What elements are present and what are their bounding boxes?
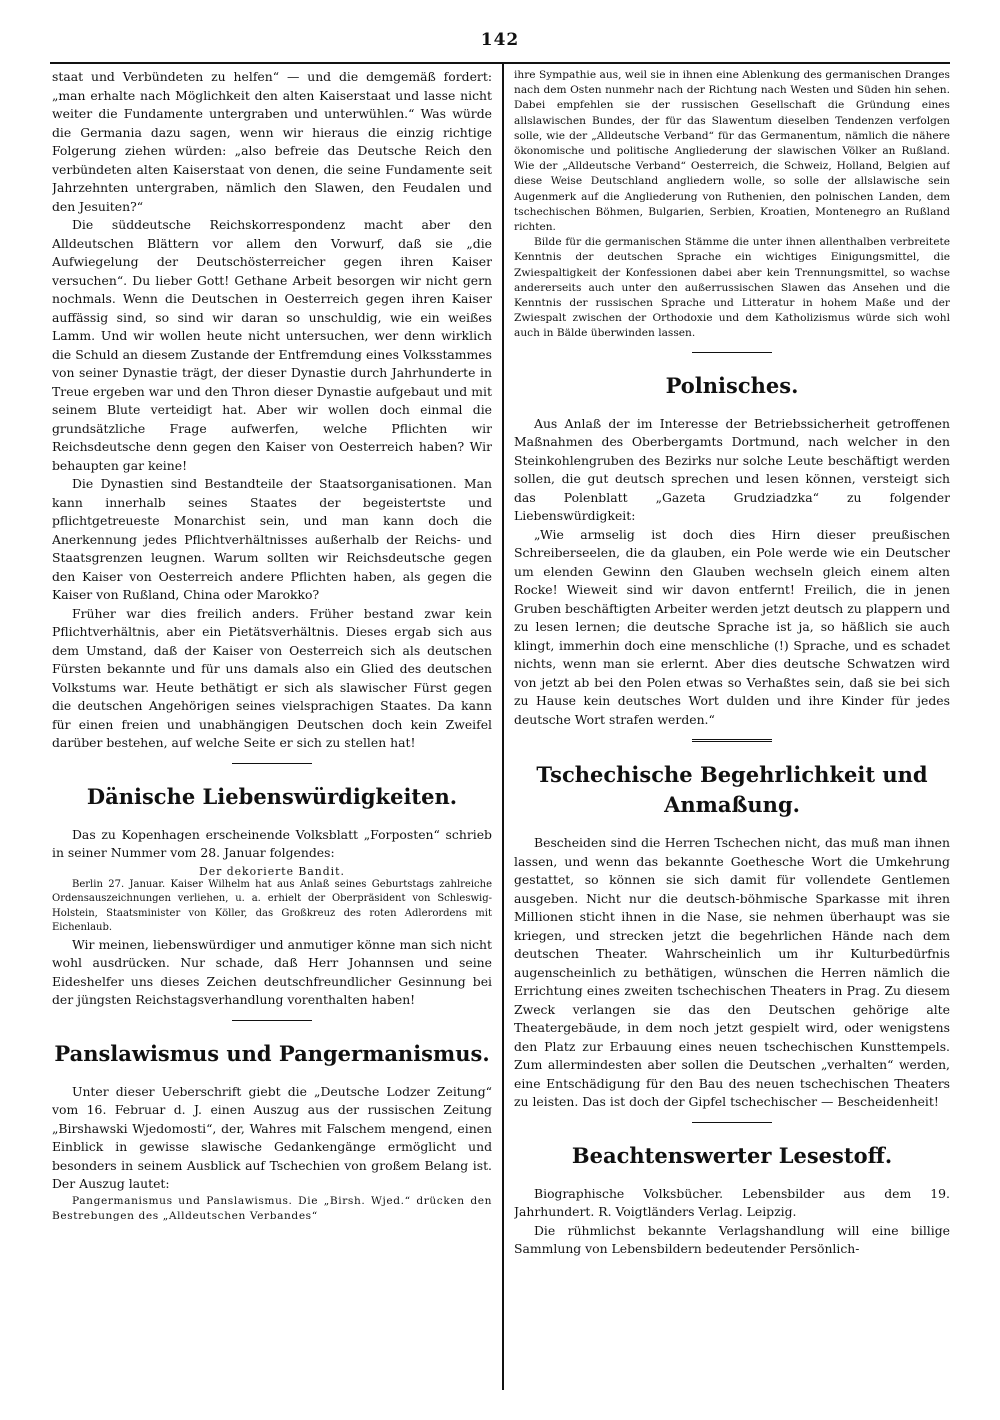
quoted-excerpt: Pangermanismus und Panslawismus. Die „Birsh. Wjed.“ drücken den Bestrebungen des „Alldeutschen Verbandes“ xyxy=(52,1194,492,1222)
top-rule xyxy=(50,62,950,64)
book-entry: Biographische Volksbücher. Lebensbilder aus dem 19. Jahrhundert. R. Voigtländers Verlag. Leipzig. xyxy=(514,1185,950,1220)
quoted-excerpt-continuation: ihre Sympathie aus, weil sie in ihnen eine Ablenkung des germanischen Dranges nach dem Osten nunmehr nach der Richtung nach Westen und Süden hin sehen. Dabei empfehlen sie der russischen Gesellschaft die Gründung eines allslawischen Bundes, der für das Slawentum dieselben Tendenzen verfolgen solle, wie der „Alldeutsche Verband“ für das Germanentum, nämlich die nähere ökonomische und politische Angliederung der slawischen Völker an Rußland. Wie der „Alldeutsche Verband“ Oesterreich, die Schweiz, Holland, Belgien auf diese Weise Deutschland angliedern wolle, so solle der allslawische sein Augenmerk auf die Angliederung von Ruthenien, den polnischen Landen, dem tschechischen Böhmen, Bulgarien, Serbien, Kroatien, Montenegro an Rußland richten. xyxy=(514,69,950,234)
right-column xyxy=(514,68,950,1392)
section-heading-panslav: Panslawismus und Pangermanismus. xyxy=(54,1040,490,1066)
section-separator xyxy=(692,352,772,353)
section-separator xyxy=(692,1122,772,1123)
left-column xyxy=(52,68,492,1392)
quoted-excerpt: Bilde für die germanischen Stämme die unter ihnen allenthalben verbreitete Kenntnis der deutschen Sprache ein wichtiges Einigungsmittel, die Zwiespaltigkeit der Konfessionen dabei aber kein Trennungsmittel, so wachse andererseits auch unter den außerrussischen Slawen das Ansehen und die Kenntnis der russischen Sprache und Litteratur in hohem Maße und der Zwiespalt zwischen der Orthodoxie und dem Katholizismus würde sich wohl auch in Bälde überwinden lassen. xyxy=(514,236,950,340)
article-paragraph: Die rühmlichst bekannte Verlagshandlung will eine billige Sammlung von Lebensbildern bedeutender Persönlich- xyxy=(514,1222,950,1257)
article-paragraph: Unter dieser Ueberschrift giebt die „Deutsche Lodzer Zeitung“ vom 16. Februar d. J. einen Auszug aus der russischen Zeitung „Birshawski Wjedomosti“, der, Wahres mit Falschem mengend, einen Einblick in gewisse slawische Gedankengänge ermöglicht und besonders in seinem Ausblick auf Tschechien von großem Belang ist. Der Auszug lautet: xyxy=(52,1083,492,1192)
article-paragraph: Früher war dies freilich anders. Früher bestand zwar kein Pflichtverhältnis, aber ein Pietätsverhältnis. Dieses ergab sich aus dem Umstand, daß der Kaiser von Oesterreich sich als deutschen Fürsten bekannte und für uns damals also ein Glied des deutschen Volkstums war. Heute bethätigt er sich als slawischer Fürst gegen die deutschen Angehörigen seines vielsprachigen Staates. Da kann für einen freien und unabhängigen Deutschen doch kein Zweifel darüber bestehen, auf welche Seite er sich zu stellen hat! xyxy=(52,605,492,750)
article-paragraph: Wir meinen, liebenswürdiger und anmutiger könne man sich nicht wohl ausdrücken. Nur schade, daß Herr Johannsen und seine Eideshelfer uns dieses Zeichen deutschfreundlicher Gesinnung bei der jüngsten Reichstagsverhandlung vorenthalten haben! xyxy=(52,936,492,1008)
page-number: 142 xyxy=(480,30,520,50)
quoted-paragraph: „Wie armselig ist doch dies Hirn dieser preußischen Schreiberseelen, die da glauben, ein Pole werde wie ein Deutscher um elenden Gewinn den Glauben wechseln gleich einem alten Rocke! Wieweit sind wir davon entfernt! Freilich, die in jenen Gruben beschäftigten Arbeiter werden jetzt deutsch zu plappern und zu lesen lernen; die deutsche Sprache ist ja, so häßlich sie auch klingt, immerhin doch eine menschliche (!) Sprache, und es schadet nichts, wenn man sie erlernt. Aber dies deutsche Schwatzen wird von jetzt ab bei den Polen etwas so Verhaßtes sein, daß sie bei sich zu Hause kein deutsches Wort dulden und ihre Kinder für jedes deutsche Wort strafen werden.“ xyxy=(514,526,950,727)
quoted-subtitle: Der dekorierte Bandit. xyxy=(199,864,345,878)
section-heading-danish: Dänische Liebenswürdigkeiten. xyxy=(86,783,458,809)
article-paragraph: Bescheiden sind die Herren Tschechen nicht, das muß man ihnen lassen, und wenn das bekannte Goethesche Wort die Umkehrung gestattet, so können sie sich damit für vollendete Gentlemen ausgeben. Nicht nur die deutsch-böhmische Sparkasse mit ihren Millionen sticht ihnen in die Nase, sie nehmen überhaupt was sie kriegen, und strecken jetzt die begehrlichen Hände nach dem deutschen Theater. Wahrscheinlich um ihr Kulturbedürfnis augenscheinlich zu bethätigen, wünschen die Herren nämlich die Errichtung eines zweiten tschechischen Theaters in Prag. Zu diesem Zweck verlangen sie das den Deutschen gehörige alte Theatergebäude, in dem noch jetzt gespielt wird, oder wenigstens den Platz zur Erbauung eines neuen tschechischen Kunsttempels. Zum allermindesten aber sollen die Deutschen „verhalten“ werden, eine Entschädigung für den Bau des neuen tschechischen Theaters zu leisten. Das ist doch der Gipfel tschechischer — Bescheidenheit! xyxy=(514,835,950,1110)
section-heading-polish: Polnisches. xyxy=(665,372,799,398)
section-separator xyxy=(232,1020,312,1021)
article-paragraph: Aus Anlaß der im Interesse der Betriebssicherheit getroffenen Maßnahmen des Oberbergamts Dortmund, nach welcher in den Steinkohlengruben des Bezirks nur solche Leute beschäftigt werden sollen, die gut deutsch sprechen und lesen können, versteigt sich das Polenblatt „Gazeta Grudziadzka“ zu folgender Liebenswürdigkeit: xyxy=(514,415,950,524)
article-paragraph: Das zu Kopenhagen erscheinende Volksblatt „Forposten“ schrieb in seiner Nummer vom 28. Januar folgendes: xyxy=(52,826,492,860)
section-heading-czech: Tschechische Begehrlichkeit und Anmaßung. xyxy=(536,762,928,818)
article-continuation-paragraph: staat und Verbündeten zu helfen“ — und die demgemäß fordert: „man erhalte nach Möglichkeit den alten Kaiserstaat und lasse nicht weiter die Fundamente untergraben und unterwühlen.“ Was würde die Germania dazu sagen, wenn wir hieraus die einzig richtige Folgerung ziehen würden: „also befreie das Deutsche Reich den verbündeten alten Kaiserstaat von denen, die seine Fundamente seit Jahrzehnten untergraben, nämlich den Slawen, den Feudalen und den Jesuiten?“ xyxy=(52,69,492,214)
section-separator xyxy=(692,739,772,742)
article-paragraph: Die süddeutsche Reichskorrespondenz macht aber den Alldeutschen Blättern vor allem den Vorwurf, daß sie „die Aufwiegelung der Deutschösterreicher gegen ihren Kaiser versuchen“. Du lieber Gott! Gethane Arbeit besorgen wir nicht gern nochmals. Wenn die Deutschen in Oesterreich gegen ihren Kaiser auffässig sind, so sind wir daran so unschuldig, wie ein weißes Lamm. Und wir wollen heute nicht untersuchen, wer denn wirklich die Schuld an diesem Zustande der Entfremdung eines Volksstammes von seiner Dynastie trägt, der dieser Dynastie durch Jahrhunderte in Treue ergeben war und den Thron dieser Dynastie aufgebaut und mit seinem Blute verteidigt hat. Aber wir wollen doch einmal die grundsätzliche Frage aufwerfen, welche Pflichten wir Reichsdeutsche denn gegen den Kaiser von Oesterreich haben? Wir behaupten gar keine! xyxy=(52,217,492,473)
section-heading-reading: Beachtenswerter Lesestoff. xyxy=(571,1142,893,1168)
article-paragraph: Die Dynastien sind Bestandteile der Staatsorganisationen. Man kann innerhalb seines Staates der begeistertste und pflichtgetreueste Monarchist sein, und man kann doch die Anerkennung jedes Pflichtverhältnisses außerhalb der Reichs- und Staatsgrenzen leugnen. Warum sollten wir Reichsdeutsche gegen den Kaiser von Oesterreich andere Pflichten haben, als gegen die Kaiser von Rußland, China oder Marokko? xyxy=(52,476,492,602)
quoted-news-item: Berlin 27. Januar. Kaiser Wilhelm hat aus Anlaß seines Geburtstags zahlreiche Ordensauszeichnungen verliehen, u. a. erhielt der Oberpräsident von Schleswig-Holstein, Staatsminister von Köller, das Großkreuz des roten Adlerordens mit Eichenlaub. xyxy=(52,878,492,934)
section-separator xyxy=(232,763,312,764)
column-divider xyxy=(502,64,504,1390)
